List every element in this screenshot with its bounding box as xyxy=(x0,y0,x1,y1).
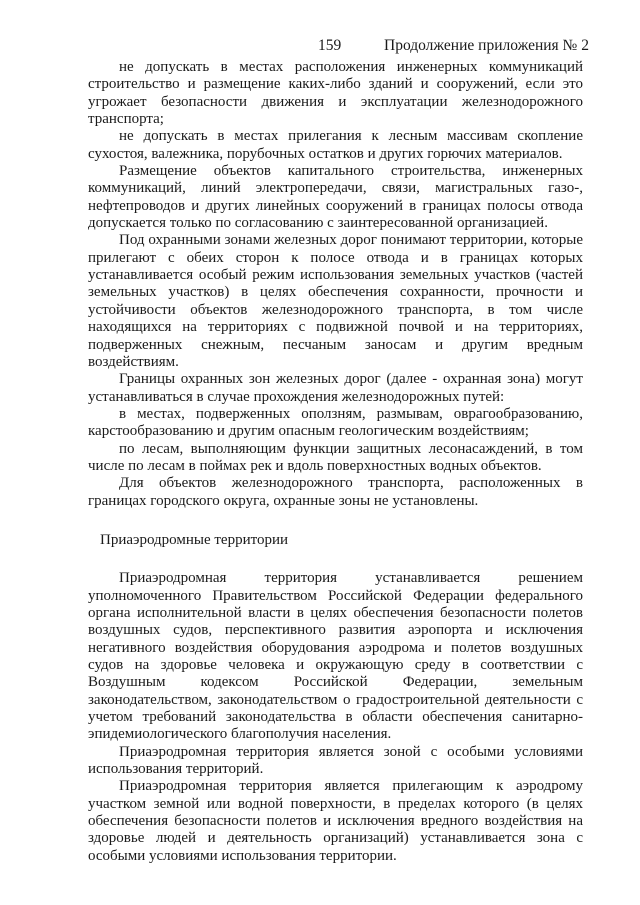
paragraph: Приаэродромная территория устанавливается решением уполномоченного Правительством Российской Федерации федерального органа исполнительной власти в целях обеспечения безопасности полетов воздушных судов, перспективного развития аэропорта и исключения негативного воздействия оборудования аэродрома и полетов воздушных судов на здоровье человека и окружающую среду в соответствии с Воздушным кодексом Российской Федерации, земельным законодательством, законодательством о градостроительной деятельности с учетом требований законодательства в области обеспечения санитарно-эпидемиологического благополучия населения. xyxy=(88,570,583,743)
paragraph: по лесам, выполняющим функции защитных лесонасаждений, в том числе по лесам в поймах рек и вдоль поверхностных водных объектов. xyxy=(88,440,583,474)
page-number: 159 xyxy=(318,37,342,54)
section-heading: Приаэродромные территории xyxy=(100,531,289,548)
document-body xyxy=(88,59,583,865)
paragraph: Размещение объектов капитального строительства, инженерных коммуникаций, линий электропередачи, связи, магистральных газо-, нефтепроводов и других линейных сооружений в границах полосы отвода допускается только по согласованию с заинтересованной организацией. xyxy=(88,163,583,232)
paragraph: не допускать в местах расположения инженерных коммуникаций строительство и размещение каких-либо зданий и сооружений, если это угрожает безопасности движения и эксплуатации железнодорожного транспорта; xyxy=(88,59,583,128)
paragraph: Границы охранных зон железных дорог (далее - охранная зона) могут устанавливаться в случае прохождения железнодорожных путей: xyxy=(88,371,583,405)
appendix-label: Продолжение приложения № 2 xyxy=(384,37,589,54)
paragraph: Приаэродромная территория является прилегающим к аэродрому участком земной или водной поверхности, в пределах которого (в целях обеспечения безопасности полетов и исключения вредного воздействия на здоровье людей и деятельность организаций) устанавливается зона с особыми условиями использования территории. xyxy=(88,778,583,864)
paragraph: не допускать в местах прилегания к лесным массивам скопление сухостоя, валежника, порубочных остатков и других горючих материалов. xyxy=(88,128,583,162)
paragraph: в местах, подверженных оползням, размывам, оврагообразованию, карстообразованию и другим опасным геологическим воздействиям; xyxy=(88,405,583,440)
paragraph: Приаэродромная территория является зоной с особыми условиями использования территорий. xyxy=(88,743,583,778)
paragraph: Для объектов железнодорожного транспорта, расположенных в границах городского округа, охранные зоны не установлены. xyxy=(88,475,583,509)
page-header xyxy=(0,37,640,57)
paragraph: Под охранными зонами железных дорог понимают территории, которые прилегают с обеих сторон к полосе отвода и в границах которых устанавливается особый режим использования земельных участков (частей земельных участков) в целях обеспечения сохранности, прочности и устойчивости объектов железнодорожного транспорта, в том числе находящихся на территориях с подвижной почвой и на территориях, подверженных снежным, песчаным заносам и другим вредным воздействиям. xyxy=(88,232,583,370)
